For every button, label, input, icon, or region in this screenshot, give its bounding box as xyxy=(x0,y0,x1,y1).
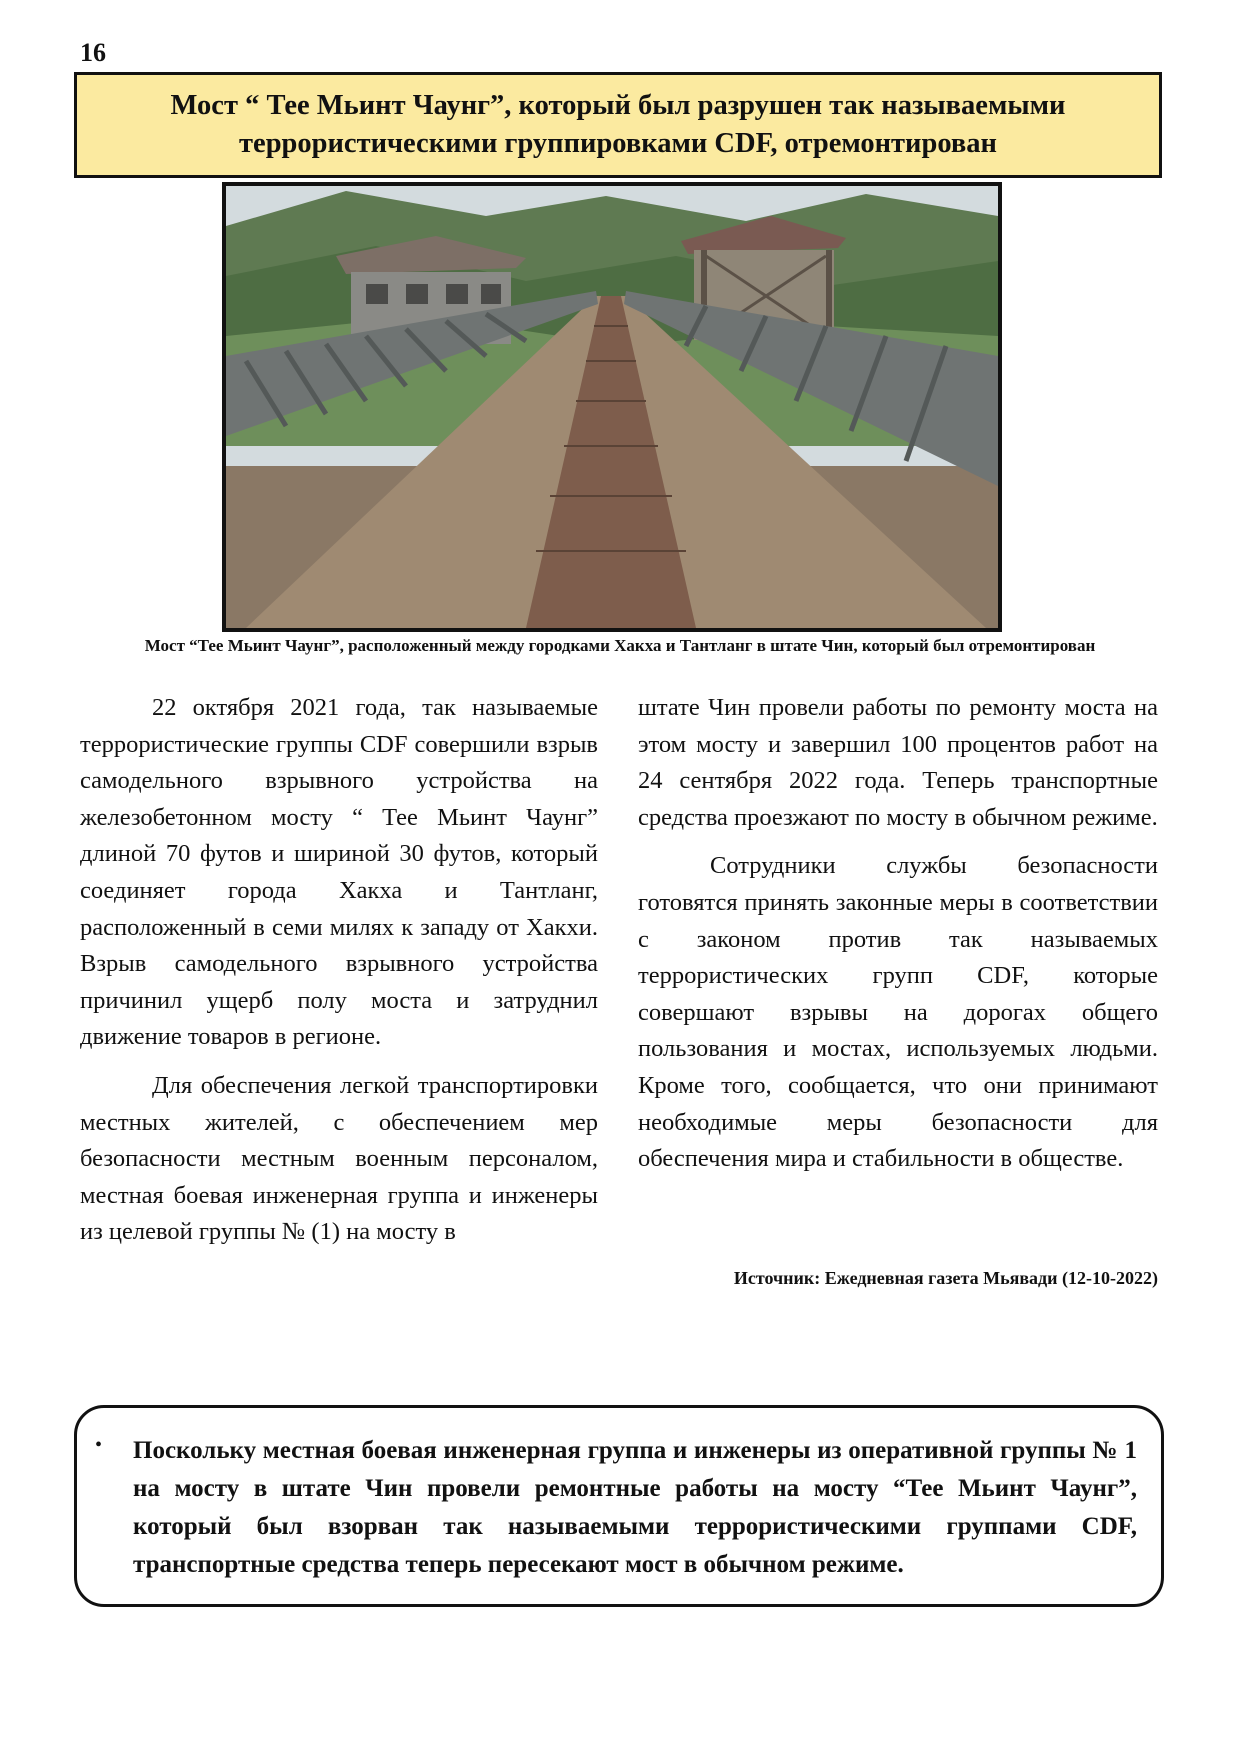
bullet-icon: • xyxy=(95,1434,103,1456)
bridge-photo-illustration xyxy=(226,186,998,628)
bridge-photo xyxy=(222,182,1002,632)
article-left-column xyxy=(80,690,598,1251)
summary-box xyxy=(74,1405,1164,1607)
summary-text: Поскольку местная боевая инженерная группа и инженеры из оперативной группы № 1 на мосту в штате Чин провели ремонтные работы на мосту “Тее Мьинт Чаунг”, который был взорван так называемыми террористическими группами CDF, транспортные средства теперь пересекают мост в обычном режиме. xyxy=(133,1437,1137,1578)
page-number: 16 xyxy=(80,38,106,67)
source-credit: Источник: Ежедневная газета Мьявади (12-10-2022) xyxy=(733,1268,1158,1288)
article-paragraph: 22 октября 2021 года, так называемые террористические группы CDF совершили взрыв самодельного взрывного устройства на железобетонном мосту “ Тее Мьинт Чаунг” длиной 70 футов и шириной 30 футов, который соединяет города Хакха и Тантланг, расположенный в семи милях к западу от Хакхи. Взрыв самодельного взрывного устройства причинил ущерб полу моста и затруднил движение товаров в регионе. xyxy=(80,694,598,1051)
article-paragraph: Сотрудники службы безопасности готовятся принять законные меры в соответствии с законом против так называемых террористических групп CDF, которые совершают взрывы на дорогах общего пользования и мостах, используемых людьми. Кроме того, сообщается, что они принимают необходимые меры безопасности для обеспечения мира и стабильности в обществе. xyxy=(638,852,1158,1173)
headline: Мост “ Тее Мьинт Чаунг”, который был разрушен так называемыми террористическими группировками CDF, отремонтирован xyxy=(170,90,1066,159)
headline-box xyxy=(74,72,1162,178)
photo-caption: Мост “Тее Мьинт Чаунг”, расположенный между городками Хакха и Тантланг в штате Чин, который был отремонтирован xyxy=(144,636,1096,655)
article-right-column xyxy=(638,690,1158,1178)
article-paragraph: Для обеспечения легкой транспортировки местных жителей, с обеспечением мер безопасности местным военным персоналом, местная боевая инженерная группа и инженеры из целевой группы № (1) на мосту в xyxy=(80,1071,598,1246)
article-paragraph: штате Чин провели работы по ремонту моста на этом мосту и завершил 100 процентов работ на 24 сентября 2022 года. Теперь транспортные средства проезжают по мосту в обычном режиме. xyxy=(638,694,1158,831)
